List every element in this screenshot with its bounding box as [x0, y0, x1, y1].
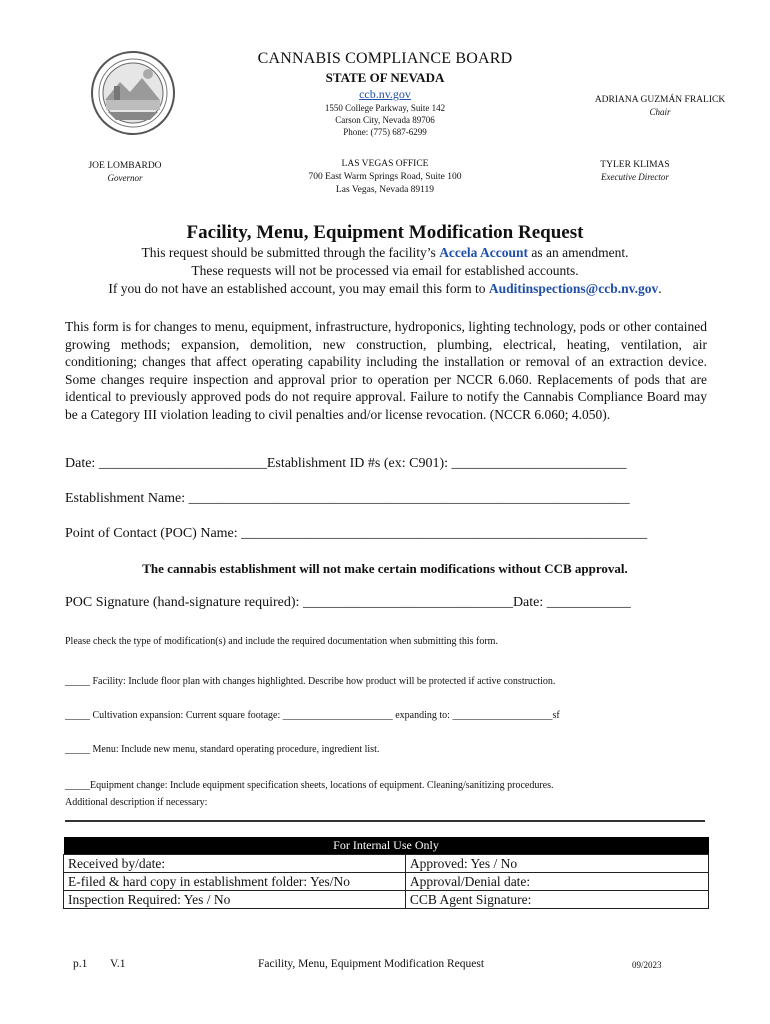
intro-text-pre: If you do not have an established account, you may email this form to [108, 281, 489, 296]
intro-text-post: as an amendment. [528, 245, 629, 260]
received-by-cell[interactable]: Received by/date: [64, 855, 406, 873]
state-name: STATE OF NEVADA [325, 70, 445, 85]
org-name: CANNABIS COMPLIANCE BOARD [257, 50, 513, 67]
footer-title: Facility, Menu, Equipment Modification Request [258, 958, 485, 970]
office-line: 700 East Warm Springs Road, Suite 100 [308, 172, 462, 182]
efiled-cell[interactable]: E-filed & hard copy in establishment folder: Yes/No [64, 873, 406, 891]
form-title: Facility, Menu, Equipment Modification Request [186, 222, 584, 243]
intro-text [30, 244, 740, 298]
intro-line-2: These requests will not be processed via email for established accounts. [191, 263, 579, 278]
intro-line-3 [30, 280, 740, 298]
carson-city-address [200, 102, 570, 138]
office-line: Las Vegas, Nevada 89119 [335, 185, 435, 195]
facility-option[interactable]: _____ Facility: Include floor plan with changes highlighted. Describe how product will be protected if active construction. [65, 676, 556, 687]
menu-option[interactable]: _____ Menu: Include new menu, standard operating procedure, ingredient list. [65, 744, 380, 755]
poc-signature-line[interactable]: POC Signature (hand-signature required): ______________________________Date: ____________ [65, 595, 631, 610]
office-line: LAS VEGAS OFFICE [341, 159, 429, 169]
description-paragraph: This form is for changes to menu, equipment, infrastructure, hydroponics, lighting technology, pods or other contained growing methods; expansion, demolition, new construction, plumbing, electrical, heating, ventilation, air conditioning; changes that affect operating capability including the installation or removal of an extraction device. Some changes require inspection and approval prior to operation per NCCR 6.060. Replacements of pods that are identical to previously approved pods do not require approval. Failure to notify the Cannabis Compliance Board may be a Category III violation leading to civil penalties and/or license revocation. (NCCR 6.060; 4.050). [65, 319, 707, 422]
intro-text-pre: This request should be submitted through the facility’s [141, 245, 440, 260]
website-link[interactable]: ccb.nv.gov [359, 87, 411, 101]
check-instructions: Please check the type of modification(s) and include the required documentation when submitting this form. [65, 636, 498, 647]
establishment-name-line[interactable]: Establishment Name: _______________________________________________________________ [65, 491, 630, 506]
address-line: Carson City, Nevada 89706 [335, 115, 435, 125]
governor-name: JOE LOMBARDO [88, 161, 162, 171]
additional-description-label: Additional description if necessary: [65, 797, 208, 808]
approval-note: The cannabis establishment will not make certain modifications without CCB approval. [142, 561, 628, 576]
page-number: p.1 [73, 958, 88, 970]
audit-email-link[interactable]: Auditinspections@ccb.nv.gov [488, 281, 659, 296]
date-establishment-id-line[interactable]: Date: ________________________Establishment ID #s (ex: C901): _________________________ [65, 456, 627, 471]
chair-title: Chair [649, 107, 671, 117]
chair-name: ADRIANA GUZMÁN FRALICK [594, 95, 726, 105]
inspection-required-cell[interactable]: Inspection Required: Yes / No [64, 891, 406, 909]
address-line: 1550 College Parkway, Suite 142 [324, 103, 446, 113]
las-vegas-office [200, 158, 570, 197]
governor-title: Governor [107, 173, 143, 183]
intro-line-1 [30, 244, 740, 262]
internal-use-table [63, 837, 709, 909]
approval-date-cell[interactable]: Approval/Denial date: [405, 873, 708, 891]
accela-account-link[interactable]: Accela Account [439, 245, 529, 260]
agent-signature-cell[interactable]: CCB Agent Signature: [405, 891, 708, 909]
poc-name-line[interactable]: Point of Contact (POC) Name: __________________________________________________________ [65, 526, 648, 541]
address-line: Phone: (775) 687-6299 [343, 127, 427, 137]
divider [65, 820, 705, 822]
version: V.1 [110, 958, 126, 970]
executive-director-title: Executive Director [601, 172, 669, 182]
equipment-option[interactable]: _____Equipment change: Include equipment specification sheets, locations of equipment. Cleaning/sanitizing procedures. [65, 780, 554, 791]
executive-director-name: TYLER KLIMAS [600, 160, 670, 170]
approved-cell[interactable]: Approved: Yes / No [405, 855, 708, 873]
nevada-state-seal-icon [90, 50, 176, 136]
internal-use-header: For Internal Use Only [64, 837, 709, 855]
footer-date: 09/2023 [632, 960, 662, 970]
cultivation-option[interactable]: _____ Cultivation expansion: Current square footage: ______________________ expanding to: ____________________sf [65, 710, 560, 721]
intro-text-post: . [658, 281, 662, 296]
